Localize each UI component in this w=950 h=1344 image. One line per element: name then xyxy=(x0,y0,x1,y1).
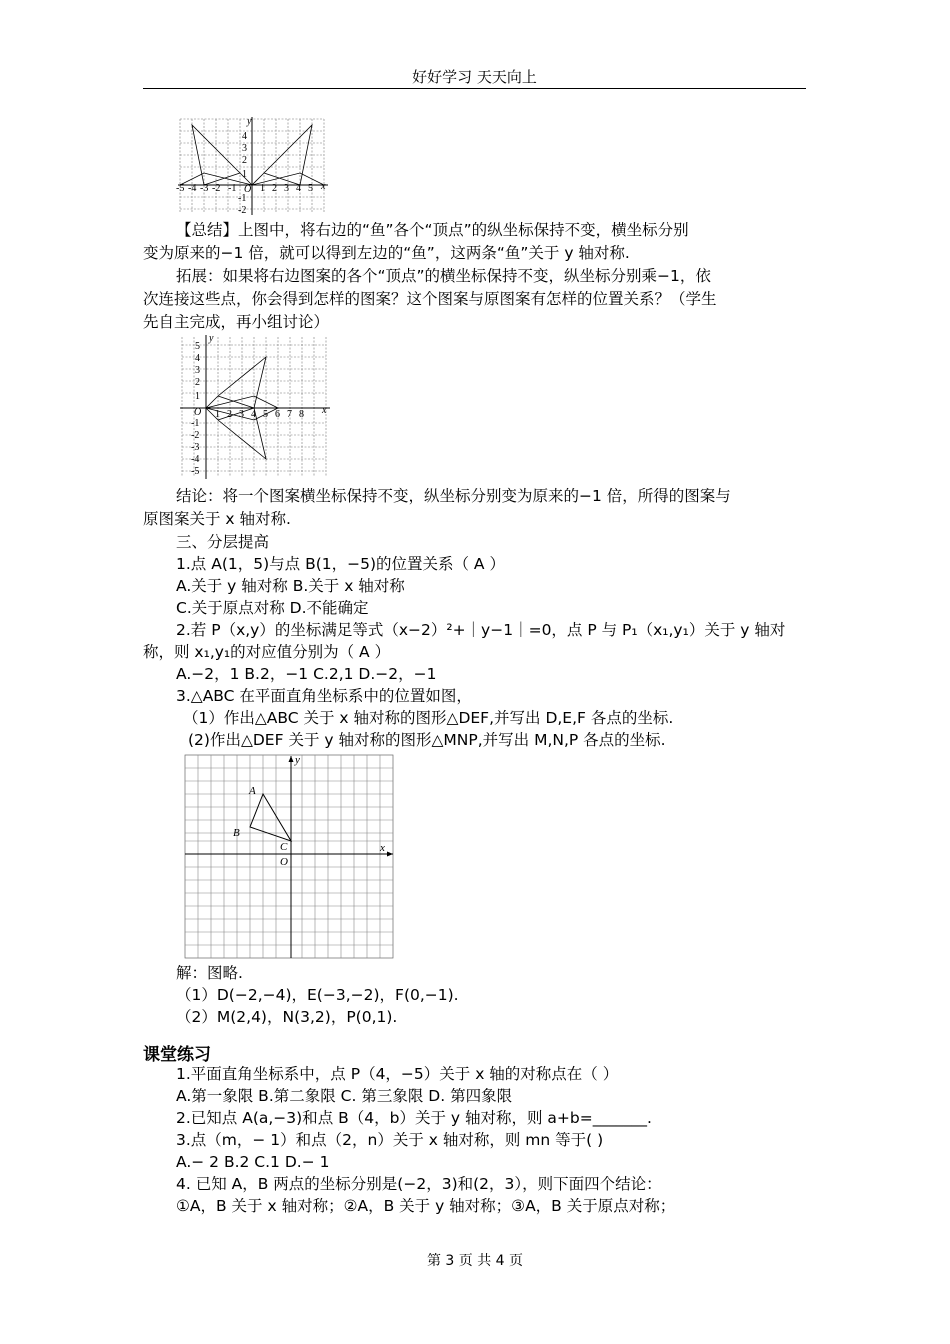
fig1-y-label: y xyxy=(247,116,252,127)
practice-q3: 3.点（m，− 1）和点（2，n）关于 x 轴对称，则 mn 等于( ) xyxy=(176,1131,604,1149)
fig2-ytick: -5 xyxy=(191,466,200,477)
figure-triangle-abc xyxy=(183,754,395,960)
fig1-xtick: -2 xyxy=(212,183,221,194)
fig1-xtick: -5 xyxy=(176,183,185,194)
fig2-ytick: 4 xyxy=(195,353,200,364)
fig1-ytick: -1 xyxy=(238,193,247,204)
fig2-xtick: 3 xyxy=(239,409,244,420)
q2-options: A.−2，1 B.2，−1 C.2,1 D.−2，−1 xyxy=(176,665,437,683)
fig1-x-label: x xyxy=(321,181,326,192)
fig2-xtick: 1 xyxy=(215,409,220,420)
fig2-y-label: y xyxy=(209,333,214,344)
conclusion-line-1: 结论：将一个图案横坐标保持不变，纵坐标分别变为原来的−1 倍，所得的图案与 xyxy=(176,487,731,505)
q3-line-1: 3.△ABC 在平面直角坐标系中的位置如图， xyxy=(176,687,472,705)
section-title: 三、分层提高 xyxy=(176,533,270,551)
extension-line-2: 次连接这些点，你会得到怎样的图案？这个图案与原图案有怎样的位置关系？（学生 xyxy=(143,290,717,308)
fig2-x-label: x xyxy=(322,405,327,416)
fig2-xtick: 5 xyxy=(263,409,268,420)
fig2-xtick: 4 xyxy=(251,409,256,420)
fig2-origin: O xyxy=(194,407,202,418)
q1-options-ab: A.关于 y 轴对称 B.关于 x 轴对称 xyxy=(176,577,405,595)
fig1-xtick: 4 xyxy=(296,183,301,194)
practice-q2: 2.已知点 A(a,−3)和点 B（4，b）关于 y 轴对称，则 a+b=_______. xyxy=(176,1109,652,1127)
fig3-label-a: A xyxy=(249,785,256,797)
fig2-ytick: 2 xyxy=(195,377,200,388)
practice-q1: 1.平面直角坐标系中，点 P（4，−5）关于 x 轴的对称点在（ ） xyxy=(176,1065,619,1083)
fig2-ytick: -1 xyxy=(191,418,200,429)
fig2-xtick: 7 xyxy=(287,409,292,420)
fig3-x-label: x xyxy=(380,842,385,854)
fig1-xtick: -3 xyxy=(200,183,209,194)
fig1-ytick: 3 xyxy=(242,143,247,154)
header-rule xyxy=(143,88,806,89)
fig1-origin: O xyxy=(244,184,252,195)
solution-line-3: （2）M(2,4)，N(3,2)，P(0,1). xyxy=(176,1008,398,1026)
conclusion-line-2: 原图案关于 x 轴对称. xyxy=(143,510,291,528)
fig1-ytick: -2 xyxy=(238,205,247,216)
q2-line-1: 2.若 P（x,y）的坐标满足等式（x−2）²+｜y−1｜=0，点 P 与 P₁（x₁,y₁）关于 y 轴对 xyxy=(176,621,786,639)
practice-q4: 4. 已知 A，B 两点的坐标分别是(−2，3)和(2，3），则下面四个结论： xyxy=(176,1175,662,1193)
q1-stem: 1.点 A(1，5)与点 B(1，−5)的位置关系（ A ） xyxy=(176,555,505,573)
fig1-ytick: 4 xyxy=(242,131,247,142)
fig2-ytick: 5 xyxy=(195,341,200,352)
fig2-ytick: 3 xyxy=(195,365,200,376)
fig3-y-label: y xyxy=(295,754,300,766)
fig1-xtick: -4 xyxy=(188,183,197,194)
figure-fish-x-symmetry xyxy=(178,333,332,481)
fig1-xtick: 2 xyxy=(272,183,277,194)
practice-title: 课堂练习 xyxy=(143,1045,211,1065)
solution-line-2: （1）D(−2,−4)，E(−3,−2)，F(0,−1). xyxy=(176,986,459,1004)
fig2-xtick: 2 xyxy=(227,409,232,420)
summary-line-1: 【总结】上图中，将右边的“鱼”各个“顶点”的纵坐标保持不变，横坐标分别 xyxy=(176,221,689,239)
fig2-ytick: -3 xyxy=(191,442,200,453)
q3-line-2: （1）作出△ABC 关于 x 轴对称的图形△DEF,并写出 D,E,F 各点的坐标. xyxy=(183,709,674,727)
practice-q1-options: A.第一象限 B.第二象限 C. 第三象限 D. 第四象限 xyxy=(176,1087,513,1105)
fig2-xtick: 8 xyxy=(299,409,304,420)
fig2-ytick: -4 xyxy=(191,454,200,465)
fig2-ytick: 1 xyxy=(195,391,200,402)
fig3-label-c: C xyxy=(280,841,288,853)
fig3-origin: O xyxy=(280,856,288,868)
summary-line-2: 变为原来的−1 倍，就可以得到左边的“鱼”，这两条“鱼”关于 y 轴对称. xyxy=(143,244,630,262)
q1-options-cd: C.关于原点对称 D.不能确定 xyxy=(176,599,369,617)
fig3-label-b: B xyxy=(233,827,240,839)
practice-q4-items: ①A，B 关于 x 轴对称；②A，B 关于 y 轴对称；③A，B 关于原点对称； xyxy=(176,1197,676,1215)
solution-line-1: 解：图略. xyxy=(176,964,243,982)
practice-q3-options: A.− 2 B.2 C.1 D.− 1 xyxy=(176,1153,330,1171)
page-footer: 第 3 页 共 4 页 xyxy=(426,1253,524,1269)
extension-line-1: 拓展：如果将右边图案的各个“顶点”的横坐标保持不变，纵坐标分别乘−1，依 xyxy=(176,267,711,285)
figure-fish-y-symmetry xyxy=(176,115,332,217)
fig1-ytick: 2 xyxy=(242,155,247,166)
q3-line-3: (2)作出△DEF 关于 y 轴对称的图形△MNP,并写出 M,N,P 各点的坐标. xyxy=(188,731,666,749)
q2-line-2: 称，则 x₁,y₁的对应值分别为（ A ） xyxy=(143,643,391,661)
fig2-xtick: 6 xyxy=(275,409,280,420)
fig1-xtick: 3 xyxy=(284,183,289,194)
fig1-xtick: 5 xyxy=(308,183,313,194)
fig1-xtick: -1 xyxy=(228,183,237,194)
fig1-ytick: 1 xyxy=(242,169,247,180)
page-header: 好好学习 天天向上 xyxy=(412,68,537,86)
extension-line-3: 先自主完成，再小组讨论） xyxy=(143,313,330,331)
fig2-ytick: -2 xyxy=(191,430,200,441)
fig1-xtick: 1 xyxy=(260,183,265,194)
